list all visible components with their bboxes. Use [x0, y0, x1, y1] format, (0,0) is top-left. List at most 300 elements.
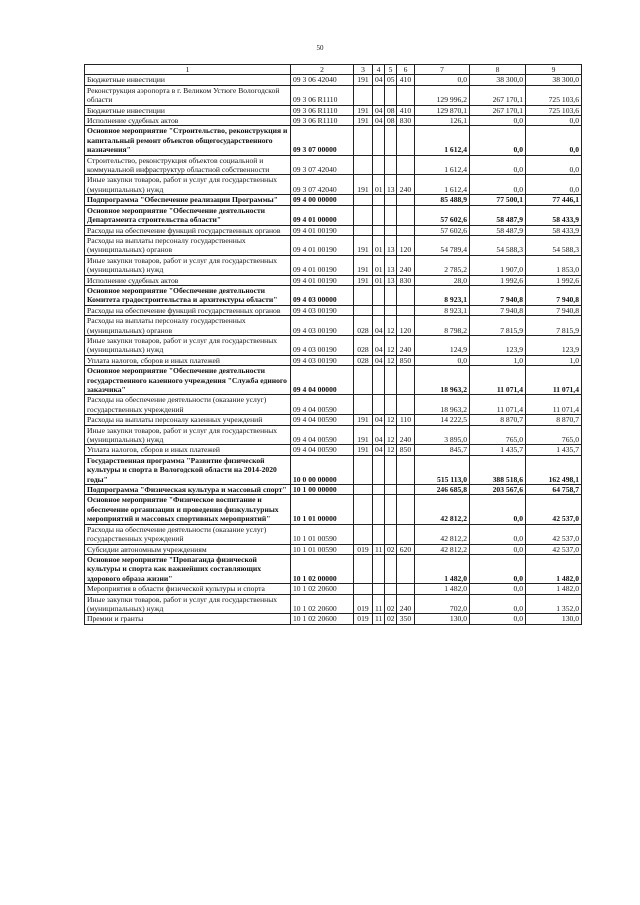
row-value-2017-cell: 130,0	[415, 614, 470, 624]
row-value-2017-cell: 1 482,0	[415, 554, 470, 583]
table-row	[85, 305, 582, 315]
row-section-cell: 04	[373, 116, 385, 126]
row-expense-type-cell	[397, 225, 415, 235]
row-section-cell: 01	[373, 255, 385, 275]
row-subsection-cell: 02	[385, 614, 397, 624]
table-row	[85, 495, 582, 524]
row-name-cell: Исполнение судебных актов	[85, 275, 291, 285]
row-value-2017-cell: 126,1	[415, 116, 470, 126]
row-expense-type-cell	[397, 195, 415, 205]
row-section-cell	[373, 305, 385, 315]
row-subsection-cell	[385, 485, 397, 495]
row-name-cell: Основное мероприятие "Пропаганда физической культуры и спорта как важнейших составляющих здорового образа жизни"	[85, 554, 291, 583]
row-subsection-cell	[385, 285, 397, 305]
table-row	[85, 335, 582, 355]
row-value-2019-cell: 0,0	[526, 126, 582, 155]
table-row	[85, 415, 582, 425]
row-subsection-cell: 12	[385, 335, 397, 355]
row-code-cell: 10 1 02 20600	[291, 614, 354, 624]
row-name-cell: Основное мероприятие "Строительство, реконструкция и капитальный ремонт объектов общегосударственного назначения"	[85, 126, 291, 155]
row-admin-cell: 191	[354, 275, 373, 285]
row-value-2018-cell: 0,0	[470, 175, 526, 195]
row-admin-cell: 028	[354, 316, 373, 336]
row-section-cell: 04	[373, 105, 385, 115]
row-value-2018-cell: 388 518,6	[470, 455, 526, 484]
row-code-cell: 09 3 06 R1110	[291, 105, 354, 115]
row-value-2018-cell: 1 907,0	[470, 255, 526, 275]
row-value-2018-cell: 765,0	[470, 425, 526, 445]
row-name-cell: Иные закупки товаров, работ и услуг для государственных (муниципальных) нужд	[85, 255, 291, 275]
row-section-cell	[373, 554, 385, 583]
row-section-cell	[373, 485, 385, 495]
row-name-cell: Расходы на обеспечение функций государственных органов	[85, 305, 291, 315]
row-value-2019-cell: 162 498,1	[526, 455, 582, 484]
row-admin-cell	[354, 395, 373, 415]
row-admin-cell: 191	[354, 445, 373, 455]
row-expense-type-cell: 410	[397, 75, 415, 85]
row-subsection-cell: 05	[385, 75, 397, 85]
row-admin-cell	[354, 495, 373, 524]
row-value-2018-cell: 1,0	[470, 355, 526, 365]
row-section-cell: 04	[373, 425, 385, 445]
row-name-cell: Расходы на выплаты персоналу казенных учреждений	[85, 415, 291, 425]
row-subsection-cell: 13	[385, 235, 397, 255]
row-expense-type-cell: 240	[397, 425, 415, 445]
row-subsection-cell	[385, 524, 397, 544]
row-value-2017-cell: 129 996,2	[415, 85, 470, 105]
row-value-2017-cell: 57 602,6	[415, 205, 470, 225]
row-code-cell: 09 4 01 00190	[291, 225, 354, 235]
row-section-cell	[373, 155, 385, 175]
row-value-2019-cell: 1 352,0	[526, 594, 582, 614]
row-value-2018-cell: 0,0	[470, 524, 526, 544]
row-admin-cell: 191	[354, 415, 373, 425]
row-value-2018-cell: 54 588,3	[470, 235, 526, 255]
row-name-cell: Иные закупки товаров, работ и услуг для государственных (муниципальных) нужд	[85, 594, 291, 614]
budget-table	[84, 64, 582, 625]
row-subsection-cell	[385, 495, 397, 524]
table-row	[85, 554, 582, 583]
row-expense-type-cell	[397, 495, 415, 524]
row-expense-type-cell	[397, 485, 415, 495]
row-expense-type-cell: 850	[397, 445, 415, 455]
row-name-cell: Мероприятия в области физической культуры и спорта	[85, 584, 291, 594]
row-admin-cell: 191	[354, 75, 373, 85]
row-admin-cell	[354, 225, 373, 235]
row-value-2018-cell: 0,0	[470, 614, 526, 624]
row-code-cell: 09 4 03 00190	[291, 335, 354, 355]
row-code-cell: 09 3 07 42040	[291, 175, 354, 195]
row-name-cell: Основное мероприятие "Обеспечение деятельности Департамента строительства области"	[85, 205, 291, 225]
row-name-cell: Расходы на обеспечение деятельности (оказание услуг) государственных учреждений	[85, 395, 291, 415]
row-section-cell: 04	[373, 355, 385, 365]
row-name-cell: Расходы на обеспечение функций государственных органов	[85, 225, 291, 235]
row-expense-type-cell	[397, 126, 415, 155]
row-subsection-cell	[385, 205, 397, 225]
row-admin-cell: 191	[354, 235, 373, 255]
column-header: 9	[526, 65, 582, 75]
row-name-cell: Государственная программа "Развитие физической культуры и спорта в Вологодской области на 2014-2020 годы"	[85, 455, 291, 484]
row-subsection-cell	[385, 225, 397, 235]
table-row	[85, 126, 582, 155]
row-subsection-cell	[385, 126, 397, 155]
row-name-cell: Расходы на выплаты персоналу государственных (муниципальных) органов	[85, 235, 291, 255]
row-value-2018-cell: 0,0	[470, 544, 526, 554]
column-header: 2	[291, 65, 354, 75]
row-admin-cell: 028	[354, 355, 373, 365]
table-row	[85, 614, 582, 624]
row-value-2017-cell: 0,0	[415, 75, 470, 85]
row-section-cell	[373, 584, 385, 594]
row-code-cell: 09 3 06 R1110	[291, 116, 354, 126]
row-expense-type-cell	[397, 285, 415, 305]
row-value-2017-cell: 42 812,2	[415, 495, 470, 524]
row-value-2017-cell: 845,7	[415, 445, 470, 455]
row-value-2017-cell: 42 812,2	[415, 544, 470, 554]
row-subsection-cell: 12	[385, 355, 397, 365]
row-subsection-cell: 02	[385, 544, 397, 554]
row-value-2019-cell: 1 435,7	[526, 445, 582, 455]
table-row	[85, 116, 582, 126]
row-value-2019-cell: 0,0	[526, 155, 582, 175]
row-section-cell	[373, 455, 385, 484]
row-expense-type-cell: 120	[397, 316, 415, 336]
row-expense-type-cell: 850	[397, 355, 415, 365]
row-value-2018-cell: 58 487,9	[470, 225, 526, 235]
row-section-cell: 04	[373, 75, 385, 85]
row-value-2018-cell: 11 071,4	[470, 395, 526, 415]
row-value-2019-cell: 11 071,4	[526, 395, 582, 415]
row-value-2017-cell: 129 870,1	[415, 105, 470, 115]
table-row	[85, 455, 582, 484]
row-value-2019-cell: 7 940,8	[526, 285, 582, 305]
row-value-2018-cell: 0,0	[470, 594, 526, 614]
row-value-2018-cell: 38 300,0	[470, 75, 526, 85]
row-section-cell: 11	[373, 614, 385, 624]
row-value-2018-cell: 0,0	[470, 554, 526, 583]
row-value-2018-cell: 7 940,8	[470, 285, 526, 305]
row-value-2019-cell: 1,0	[526, 355, 582, 365]
table-row	[85, 316, 582, 336]
row-value-2018-cell: 267 170,1	[470, 85, 526, 105]
row-section-cell	[373, 85, 385, 105]
row-value-2017-cell: 702,0	[415, 594, 470, 614]
row-value-2017-cell: 57 602,6	[415, 225, 470, 235]
row-section-cell: 01	[373, 175, 385, 195]
row-value-2017-cell: 246 685,8	[415, 485, 470, 495]
row-admin-cell: 019	[354, 544, 373, 554]
row-expense-type-cell: 620	[397, 544, 415, 554]
table-row	[85, 175, 582, 195]
row-expense-type-cell: 240	[397, 175, 415, 195]
row-expense-type-cell	[397, 305, 415, 315]
row-value-2017-cell: 85 488,9	[415, 195, 470, 205]
row-name-cell: Подпрограмма "Физическая культура и массовый спорт"	[85, 485, 291, 495]
row-value-2019-cell: 1 992,6	[526, 275, 582, 285]
table-row	[85, 225, 582, 235]
row-value-2017-cell: 18 963,2	[415, 395, 470, 415]
row-expense-type-cell	[397, 85, 415, 105]
row-subsection-cell: 12	[385, 445, 397, 455]
row-value-2019-cell: 42 537,0	[526, 524, 582, 544]
row-value-2018-cell: 0,0	[470, 495, 526, 524]
row-code-cell: 09 3 06 42040	[291, 75, 354, 85]
row-code-cell: 09 4 04 00590	[291, 415, 354, 425]
row-name-cell: Премии и гранты	[85, 614, 291, 624]
row-subsection-cell: 08	[385, 116, 397, 126]
row-code-cell: 10 1 00 00000	[291, 485, 354, 495]
column-header: 4	[373, 65, 385, 75]
row-code-cell: 10 1 01 00590	[291, 544, 354, 554]
row-value-2018-cell: 1 992,6	[470, 275, 526, 285]
row-value-2019-cell: 8 870,7	[526, 415, 582, 425]
row-name-cell: Иные закупки товаров, работ и услуг для государственных (муниципальных) нужд	[85, 175, 291, 195]
row-value-2017-cell: 14 222,5	[415, 415, 470, 425]
row-admin-cell	[354, 126, 373, 155]
row-value-2019-cell: 42 537,0	[526, 544, 582, 554]
table-row	[85, 594, 582, 614]
row-value-2018-cell: 0,0	[470, 155, 526, 175]
row-admin-cell: 019	[354, 594, 373, 614]
row-subsection-cell	[385, 455, 397, 484]
row-code-cell: 09 4 03 00190	[291, 316, 354, 336]
table-row	[85, 524, 582, 544]
row-code-cell: 09 4 03 00000	[291, 285, 354, 305]
row-value-2018-cell: 11 071,4	[470, 366, 526, 395]
row-expense-type-cell: 240	[397, 255, 415, 275]
table-row	[85, 355, 582, 365]
row-name-cell: Строительство, реконструкция объектов социальной и коммунальной инфраструктур областной собственности	[85, 155, 291, 175]
row-expense-type-cell	[397, 455, 415, 484]
row-code-cell: 09 4 03 00190	[291, 355, 354, 365]
row-code-cell: 09 3 07 42040	[291, 155, 354, 175]
row-value-2018-cell: 8 870,7	[470, 415, 526, 425]
table-row	[85, 445, 582, 455]
row-value-2019-cell: 7 940,8	[526, 305, 582, 315]
row-value-2017-cell: 515 113,0	[415, 455, 470, 484]
row-subsection-cell: 12	[385, 316, 397, 336]
row-value-2018-cell: 77 500,1	[470, 195, 526, 205]
column-header: 8	[470, 65, 526, 75]
row-admin-cell	[354, 554, 373, 583]
row-value-2018-cell: 123,9	[470, 335, 526, 355]
row-code-cell: 09 4 04 00590	[291, 425, 354, 445]
row-value-2019-cell: 77 446,1	[526, 195, 582, 205]
row-value-2018-cell: 58 487,9	[470, 205, 526, 225]
row-admin-cell	[354, 285, 373, 305]
row-admin-cell: 191	[354, 105, 373, 115]
row-expense-type-cell	[397, 524, 415, 544]
row-admin-cell	[354, 305, 373, 315]
row-value-2017-cell: 1 612,4	[415, 155, 470, 175]
row-expense-type-cell: 110	[397, 415, 415, 425]
row-subsection-cell: 13	[385, 275, 397, 285]
row-section-cell	[373, 495, 385, 524]
row-admin-cell: 019	[354, 614, 373, 624]
row-admin-cell	[354, 485, 373, 495]
table-row	[85, 85, 582, 105]
row-code-cell: 10 0 00 00000	[291, 455, 354, 484]
row-admin-cell	[354, 524, 373, 544]
row-value-2017-cell: 1 482,0	[415, 584, 470, 594]
row-value-2018-cell: 1 435,7	[470, 445, 526, 455]
row-value-2017-cell: 8 923,1	[415, 285, 470, 305]
row-value-2019-cell: 7 815,9	[526, 316, 582, 336]
row-value-2019-cell: 1 853,0	[526, 255, 582, 275]
row-section-cell	[373, 225, 385, 235]
column-header: 1	[85, 65, 291, 75]
row-value-2019-cell: 64 758,7	[526, 485, 582, 495]
row-name-cell: Иные закупки товаров, работ и услуг для государственных (муниципальных) нужд	[85, 425, 291, 445]
table-row	[85, 235, 582, 255]
row-name-cell: Основное мероприятие "Физическое воспитание и обеспечение организации и проведения физкультурных мероприятий и массовых спортивных мероприятий"	[85, 495, 291, 524]
row-value-2018-cell: 7 940,8	[470, 305, 526, 315]
row-section-cell	[373, 285, 385, 305]
row-value-2017-cell: 28,0	[415, 275, 470, 285]
row-name-cell: Расходы на выплаты персоналу государственных (муниципальных) органов	[85, 316, 291, 336]
row-admin-cell	[354, 205, 373, 225]
row-value-2019-cell: 11 071,4	[526, 366, 582, 395]
row-code-cell: 09 4 03 00190	[291, 305, 354, 315]
row-value-2017-cell: 8 923,1	[415, 305, 470, 315]
row-section-cell: 11	[373, 544, 385, 554]
row-value-2019-cell: 58 433,9	[526, 225, 582, 235]
row-admin-cell	[354, 155, 373, 175]
row-subsection-cell: 12	[385, 425, 397, 445]
row-value-2019-cell: 1 482,0	[526, 554, 582, 583]
row-subsection-cell	[385, 155, 397, 175]
row-expense-type-cell: 410	[397, 105, 415, 115]
column-header: 6	[397, 65, 415, 75]
row-name-cell: Исполнение судебных актов	[85, 116, 291, 126]
row-value-2019-cell: 123,9	[526, 335, 582, 355]
row-subsection-cell	[385, 85, 397, 105]
row-value-2019-cell: 725 103,6	[526, 85, 582, 105]
row-code-cell: 09 3 06 R1110	[291, 85, 354, 105]
row-subsection-cell: 12	[385, 415, 397, 425]
row-expense-type-cell: 830	[397, 116, 415, 126]
row-expense-type-cell	[397, 395, 415, 415]
row-expense-type-cell: 830	[397, 275, 415, 285]
row-value-2019-cell: 58 433,9	[526, 205, 582, 225]
table-row	[85, 75, 582, 85]
row-value-2019-cell: 0,0	[526, 175, 582, 195]
row-admin-cell	[354, 366, 373, 395]
row-subsection-cell	[385, 366, 397, 395]
row-section-cell	[373, 395, 385, 415]
row-section-cell	[373, 205, 385, 225]
column-header: 3	[354, 65, 373, 75]
row-expense-type-cell: 240	[397, 335, 415, 355]
row-expense-type-cell: 120	[397, 235, 415, 255]
row-value-2018-cell: 0,0	[470, 584, 526, 594]
row-value-2018-cell: 0,0	[470, 116, 526, 126]
row-value-2019-cell: 725 103,6	[526, 105, 582, 115]
row-value-2017-cell: 2 785,2	[415, 255, 470, 275]
column-header: 5	[385, 65, 397, 75]
row-section-cell: 04	[373, 415, 385, 425]
row-code-cell: 10 1 01 00000	[291, 495, 354, 524]
row-expense-type-cell	[397, 584, 415, 594]
row-value-2019-cell: 54 588,3	[526, 235, 582, 255]
row-section-cell: 11	[373, 594, 385, 614]
row-subsection-cell: 13	[385, 175, 397, 195]
row-subsection-cell	[385, 554, 397, 583]
table-row	[85, 485, 582, 495]
row-value-2017-cell: 1 612,4	[415, 175, 470, 195]
row-expense-type-cell	[397, 155, 415, 175]
row-admin-cell	[354, 584, 373, 594]
row-value-2017-cell: 42 812,2	[415, 524, 470, 544]
row-code-cell: 09 4 01 00190	[291, 235, 354, 255]
row-expense-type-cell: 240	[397, 594, 415, 614]
row-value-2018-cell: 0,0	[470, 126, 526, 155]
row-value-2019-cell: 38 300,0	[526, 75, 582, 85]
table-header-row	[85, 65, 582, 75]
row-code-cell: 09 4 04 00000	[291, 366, 354, 395]
table-row	[85, 366, 582, 395]
row-admin-cell: 191	[354, 116, 373, 126]
row-code-cell: 09 4 04 00590	[291, 445, 354, 455]
row-subsection-cell: 08	[385, 105, 397, 115]
table-row	[85, 255, 582, 275]
row-value-2019-cell: 130,0	[526, 614, 582, 624]
row-value-2017-cell: 54 789,4	[415, 235, 470, 255]
row-value-2017-cell: 8 798,2	[415, 316, 470, 336]
row-expense-type-cell	[397, 366, 415, 395]
row-expense-type-cell	[397, 554, 415, 583]
column-header: 7	[415, 65, 470, 75]
row-code-cell: 09 4 01 00000	[291, 205, 354, 225]
page-number: 50	[316, 44, 324, 52]
row-subsection-cell: 02	[385, 594, 397, 614]
row-value-2017-cell: 124,9	[415, 335, 470, 355]
row-name-cell: Субсидии автономным учреждениям	[85, 544, 291, 554]
row-value-2019-cell: 42 537,0	[526, 495, 582, 524]
row-name-cell: Уплата налогов, сборов и иных платежей	[85, 445, 291, 455]
row-section-cell	[373, 366, 385, 395]
row-admin-cell: 028	[354, 335, 373, 355]
table-row	[85, 584, 582, 594]
row-name-cell: Бюджетные инвестиции	[85, 105, 291, 115]
row-admin-cell: 191	[354, 175, 373, 195]
row-admin-cell	[354, 195, 373, 205]
row-name-cell: Подпрограмма "Обеспечение реализации Программы"	[85, 195, 291, 205]
row-expense-type-cell: 350	[397, 614, 415, 624]
row-section-cell: 04	[373, 316, 385, 336]
row-value-2018-cell: 267 170,1	[470, 105, 526, 115]
row-subsection-cell	[385, 584, 397, 594]
table-row	[85, 544, 582, 554]
row-value-2017-cell: 3 895,0	[415, 425, 470, 445]
row-value-2017-cell: 1 612,4	[415, 126, 470, 155]
row-value-2019-cell: 765,0	[526, 425, 582, 445]
row-code-cell: 10 1 01 00590	[291, 524, 354, 544]
row-subsection-cell	[385, 305, 397, 315]
row-subsection-cell	[385, 395, 397, 415]
row-section-cell	[373, 195, 385, 205]
row-admin-cell	[354, 85, 373, 105]
row-code-cell: 10 1 02 00000	[291, 554, 354, 583]
row-admin-cell: 191	[354, 255, 373, 275]
row-name-cell: Бюджетные инвестиции	[85, 75, 291, 85]
row-section-cell	[373, 524, 385, 544]
table-row	[85, 425, 582, 445]
row-value-2017-cell: 18 963,2	[415, 366, 470, 395]
row-name-cell: Основное мероприятие "Обеспечение деятельности государственного казенного учреждения "Служба единого заказчика"	[85, 366, 291, 395]
table-row	[85, 395, 582, 415]
table-row	[85, 105, 582, 115]
